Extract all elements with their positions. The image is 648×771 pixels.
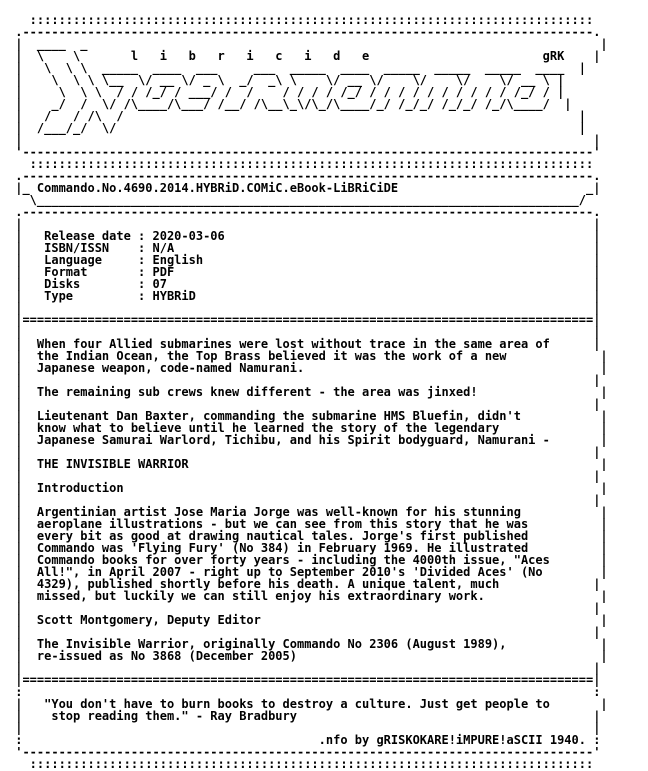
nfo-line: | | bbox=[8, 397, 601, 411]
nfo-line: | Language : English | bbox=[8, 253, 601, 267]
nfo-line: | \ \ \ / / /_/ / ___/ / / / / / / /_/ / / / / / / / / / / /_/ / | bbox=[8, 85, 565, 99]
nfo-line: | Format : PDF | bbox=[8, 265, 601, 279]
nfo-line: | \ \ \ _____ ____ ___ ___ _____ ____ _____ _____ _____ ____ | bbox=[8, 61, 586, 75]
nfo-line: | Scott Montgomery, Deputy Editor | bbox=[8, 613, 608, 627]
nfo-line: :::::::::::::::::::::::::::::::::::::::::::::::::::::::::::::::::::::::::::::: bbox=[8, 13, 594, 27]
nfo-line: | know what to believe until he learned the story of the legendary | bbox=[8, 421, 608, 435]
nfo-line: | | bbox=[8, 721, 601, 735]
nfo-line: | | bbox=[8, 469, 601, 483]
nfo-line: : .nfo by gRISKOKARE!iMPURE!aSCII 1940. : bbox=[8, 733, 601, 747]
nfo-line: | | bbox=[8, 133, 601, 147]
nfo-line: | | bbox=[8, 301, 601, 315]
nfo-line: | stop reading them." - Ray Bradbury | bbox=[8, 709, 601, 723]
nfo-line: | | bbox=[8, 601, 601, 615]
nfo-line: | | bbox=[8, 373, 601, 387]
nfo-line: | The Invisible Warrior, originally Commando No 2306 (August 1989), | bbox=[8, 637, 608, 651]
nfo-line: | every bit as good at drawing nautical tales. Jorge's first published | bbox=[8, 529, 608, 543]
nfo-line: | 4329), published shortly before his death. A unique talent, much | bbox=[8, 577, 601, 591]
nfo-line: | /___/_/ \/ | bbox=[8, 121, 586, 135]
nfo-line: | Commando books for over forty years - including the 4000th issue, "Aces | bbox=[8, 553, 608, 567]
nfo-line: \___________________________________________________________________________/ bbox=[8, 193, 586, 207]
nfo-line: .-------------------------------------------------------------------------------. bbox=[8, 25, 601, 39]
nfo-line: | ____ _ | bbox=[8, 37, 608, 51]
nfo-text-document bbox=[8, 14, 608, 770]
nfo-line: :::::::::::::::::::::::::::::::::::::::::::::::::::::::::::::::::::::::::::::: bbox=[8, 757, 594, 771]
nfo-line: |===============================================================================| bbox=[8, 313, 601, 327]
nfo-line: '-------------------------------------------------------------------------------' bbox=[8, 145, 601, 159]
nfo-line: | The remaining sub crews knew different - the area was jinxed! | bbox=[8, 385, 608, 399]
nfo-line: | Introduction | bbox=[8, 481, 608, 495]
nfo-line: : : bbox=[8, 685, 601, 699]
nfo-line: :::::::::::::::::::::::::::::::::::::::::::::::::::::::::::::::::::::::::::::: bbox=[8, 157, 594, 171]
nfo-line: | ISBN/ISSN : N/A | bbox=[8, 241, 601, 255]
nfo-line: | Disks : 07 | bbox=[8, 277, 601, 291]
nfo-line: | Commando was 'Flying Fury' (No 384) in February 1969. He illustrated | bbox=[8, 541, 608, 555]
nfo-line: | re-issued as No 3868 (December 2005) | bbox=[8, 649, 608, 663]
nfo-line: | Argentinian artist Jose Maria Jorge was well-known for his stunning | bbox=[8, 505, 608, 519]
nfo-line: | Japanese Samurai Warlord, Tichibu, and his Spirit bodyguard, Namurani - | bbox=[8, 433, 608, 447]
nfo-line: | | bbox=[8, 445, 601, 459]
nfo-line: | _/ / \/ /\____/\___/ /__/ /\__\_\/\_/\____/_/ /_/_/ /_/_/ /_/\____/ | bbox=[8, 97, 572, 111]
nfo-line: |===============================================================================| bbox=[8, 673, 601, 687]
nfo-line: | \ \ \ \__ \/ __ \/ _ \ _/ _\ \ \/ __ \/ \/ \/ \/ __ \ | bbox=[8, 73, 565, 87]
nfo-line: | | bbox=[8, 217, 601, 231]
nfo-line: | the Indian Ocean, the Top Brass believed it was the work of a new | bbox=[8, 349, 608, 363]
nfo-line: | | bbox=[8, 625, 601, 639]
nfo-line: '-------------------------------------------------------------------------------' bbox=[8, 745, 601, 759]
nfo-line: | | bbox=[8, 325, 601, 339]
nfo-line: | aeroplane illustrations - but we can see from this story that he was | bbox=[8, 517, 608, 531]
nfo-line: .-------------------------------------------------------------------------------. bbox=[8, 169, 601, 183]
nfo-line: | / / /\ / | bbox=[8, 109, 586, 123]
nfo-line: | Type : HYBRiD | bbox=[8, 289, 601, 303]
nfo-line: | "You don't have to burn books to destroy a culture. Just get people to | bbox=[8, 697, 608, 711]
nfo-line: | All!", in April 2007 - right up to September 2010's 'Divided Aces' (No | bbox=[8, 565, 608, 579]
nfo-line: | Japanese weapon, code-named Namurani. | bbox=[8, 361, 608, 375]
nfo-line: | THE INVISIBLE WARRIOR | bbox=[8, 457, 608, 471]
nfo-line: | \ \ l i b r i c i d e gRK | bbox=[8, 49, 601, 63]
nfo-line: .-------------------------------------------------------------------------------. bbox=[8, 205, 601, 219]
nfo-line: | When four Allied submarines were lost without trace in the same area of | bbox=[8, 337, 601, 351]
nfo-line: |_ Commando.No.4690.2014.HYBRiD.COMiC.eBook-LiBRiCiDE _| bbox=[8, 181, 601, 195]
nfo-line: | Release date : 2020-03-06 | bbox=[8, 229, 601, 243]
nfo-line: | | bbox=[8, 661, 601, 675]
nfo-line: | missed, but luckily we can still enjoy his extraordinary work. | bbox=[8, 589, 608, 603]
nfo-line: | | bbox=[8, 493, 601, 507]
nfo-line: | Lieutenant Dan Baxter, commanding the submarine HMS Bluefin, didn't | bbox=[8, 409, 608, 423]
